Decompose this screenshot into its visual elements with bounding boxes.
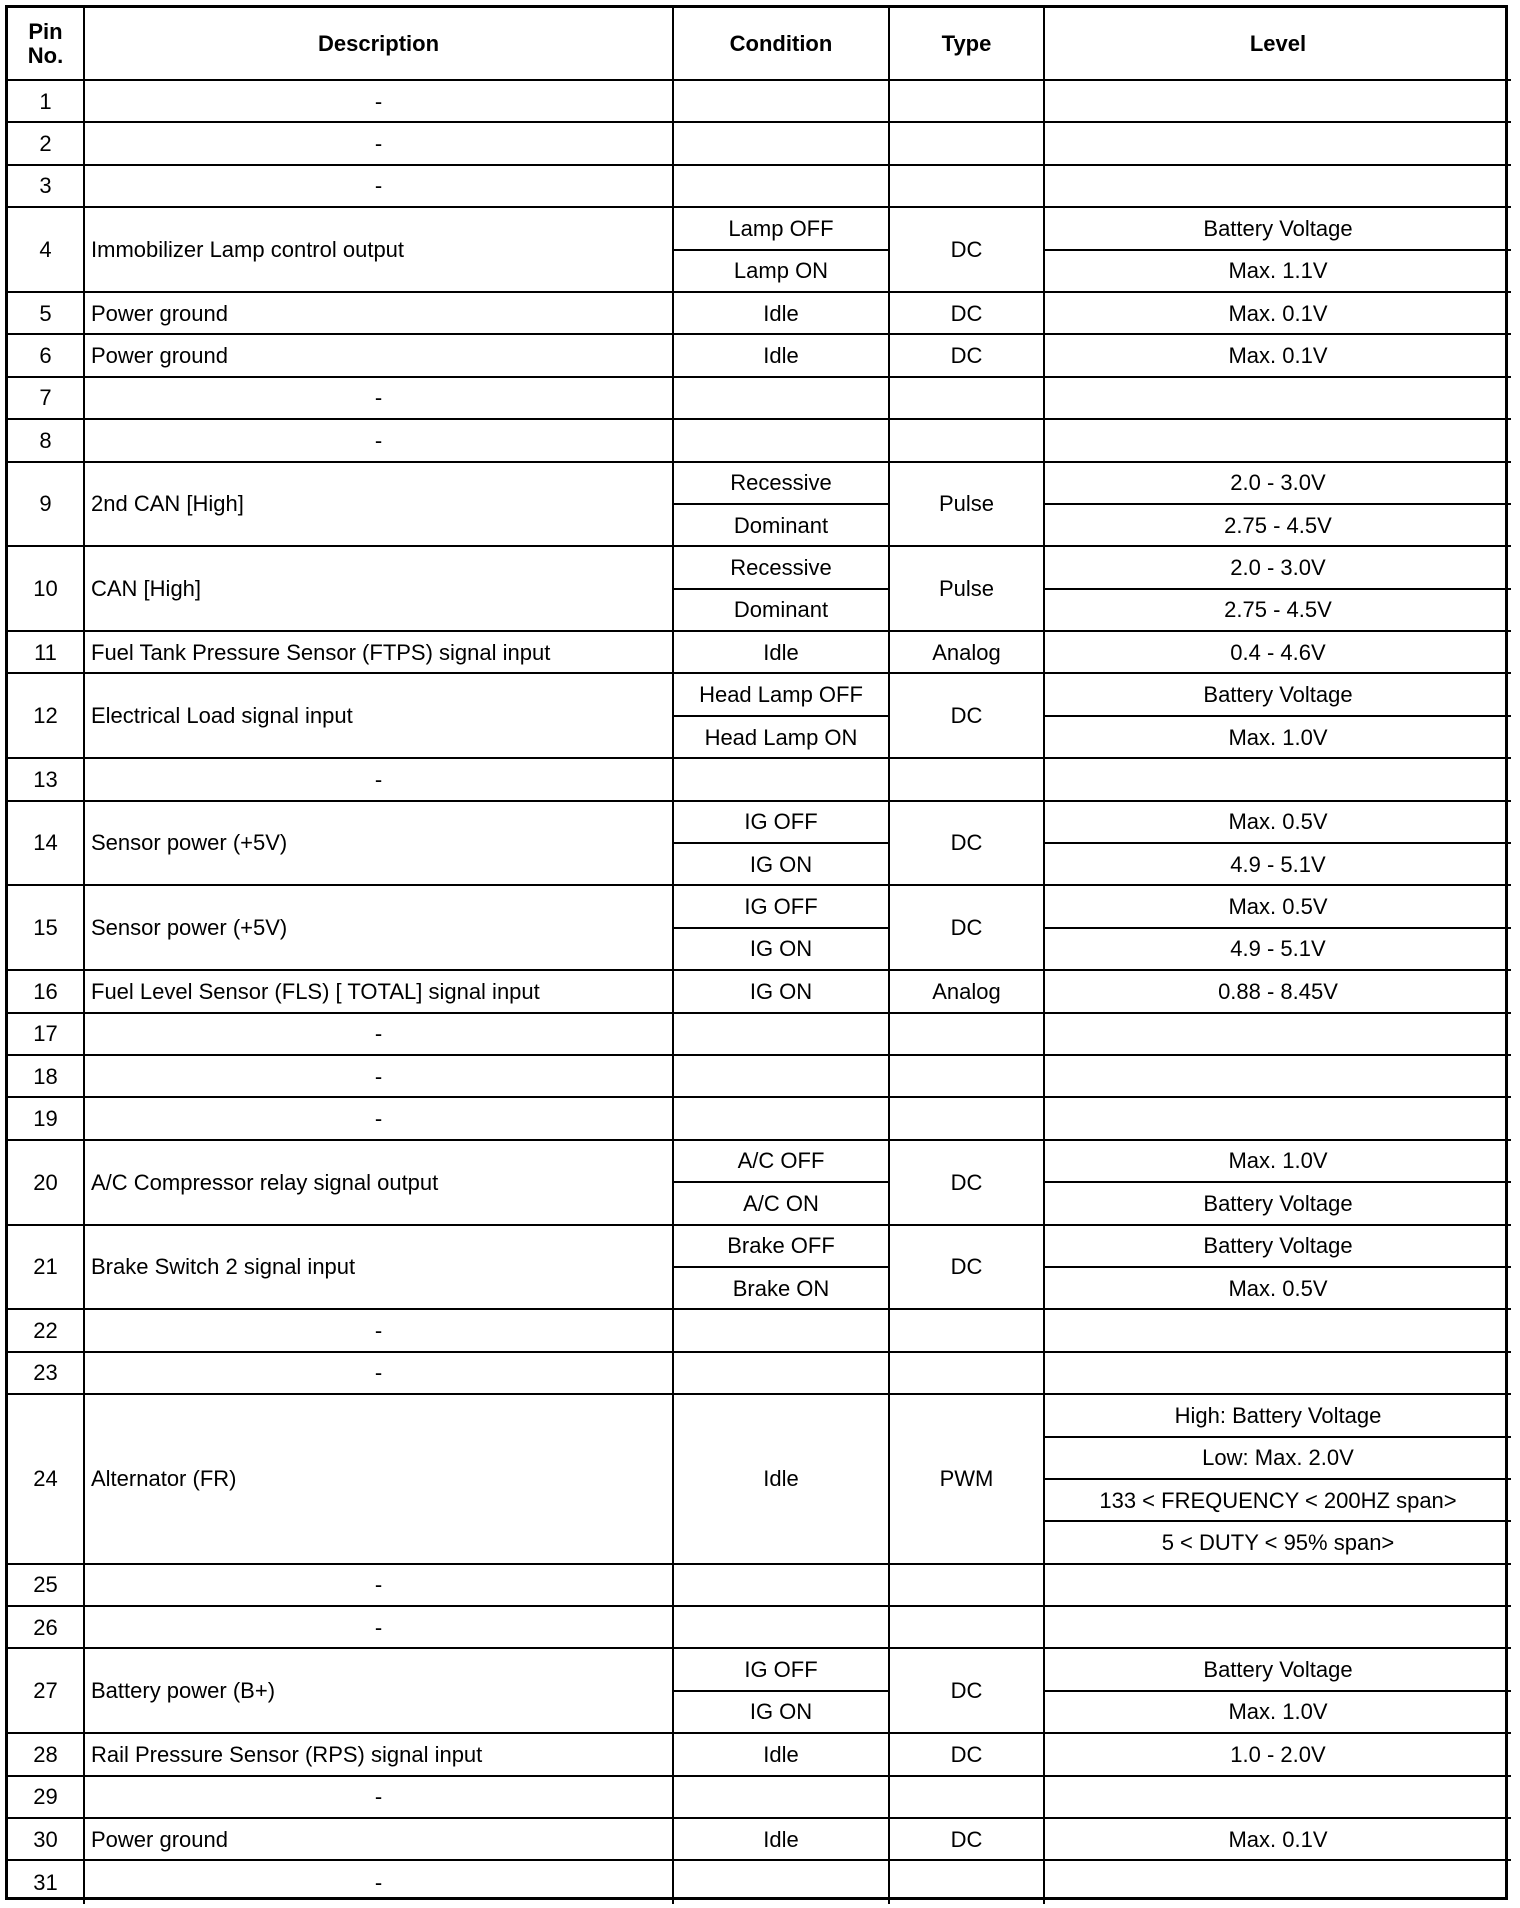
- condition-cell: IG ON: [674, 1692, 890, 1734]
- condition-cell: [674, 123, 890, 165]
- description-cell: Fuel Tank Pressure Sensor (FTPS) signal input: [85, 632, 674, 674]
- pin-number-cell: 14: [8, 802, 85, 887]
- condition-cell: [674, 378, 890, 420]
- condition-cell: Dominant: [674, 505, 890, 547]
- description-cell: -: [85, 420, 674, 462]
- level-cell: [1045, 1565, 1511, 1607]
- description-cell: -: [85, 1607, 674, 1649]
- pin-number-cell: 15: [8, 886, 85, 971]
- level-cell: [1045, 1310, 1511, 1352]
- type-cell: [890, 378, 1045, 420]
- level-cell: Max. 0.5V: [1045, 1268, 1511, 1310]
- header-type: Type: [890, 8, 1045, 81]
- condition-cell: Lamp ON: [674, 251, 890, 293]
- level-cell: Max. 1.0V: [1045, 1692, 1511, 1734]
- description-cell: CAN [High]: [85, 547, 674, 632]
- condition-cell: [674, 1056, 890, 1098]
- level-cell: [1045, 759, 1511, 801]
- condition-cell: [674, 759, 890, 801]
- condition-cell: A/C OFF: [674, 1141, 890, 1183]
- level-cell: 2.0 - 3.0V: [1045, 547, 1511, 589]
- level-cell: Max. 0.1V: [1045, 293, 1511, 335]
- type-cell: DC: [890, 802, 1045, 887]
- header-condition: Condition: [674, 8, 890, 81]
- pin-number-cell: 30: [8, 1819, 85, 1861]
- level-cell: Max. 0.5V: [1045, 886, 1511, 928]
- type-cell: [890, 81, 1045, 123]
- level-cell: [1045, 1098, 1511, 1140]
- level-cell: 2.75 - 4.5V: [1045, 505, 1511, 547]
- description-cell: -: [85, 1353, 674, 1395]
- condition-cell: IG ON: [674, 929, 890, 971]
- type-cell: DC: [890, 208, 1045, 293]
- condition-cell: IG ON: [674, 971, 890, 1013]
- pin-number-cell: 16: [8, 971, 85, 1013]
- condition-cell: Brake OFF: [674, 1226, 890, 1268]
- pin-number-cell: 13: [8, 759, 85, 801]
- condition-cell: [674, 1310, 890, 1352]
- level-cell: Max. 0.1V: [1045, 335, 1511, 377]
- level-cell: Battery Voltage: [1045, 1183, 1511, 1225]
- pin-number-cell: 23: [8, 1353, 85, 1395]
- description-cell: Electrical Load signal input: [85, 674, 674, 759]
- level-cell: [1045, 420, 1511, 462]
- pin-number-cell: 18: [8, 1056, 85, 1098]
- header-pin-no: [8, 8, 85, 81]
- pin-number-cell: 3: [8, 166, 85, 208]
- level-cell: High: Battery Voltage: [1045, 1395, 1511, 1437]
- pin-number-cell: 29: [8, 1777, 85, 1819]
- description-cell: -: [85, 759, 674, 801]
- description-cell: -: [85, 1098, 674, 1140]
- header-pin-line1: Pin: [28, 19, 63, 45]
- condition-cell: Brake ON: [674, 1268, 890, 1310]
- condition-cell: [674, 1861, 890, 1903]
- type-cell: PWM: [890, 1395, 1045, 1565]
- type-cell: Pulse: [890, 547, 1045, 632]
- description-cell: -: [85, 1861, 674, 1903]
- condition-cell: [674, 1098, 890, 1140]
- type-cell: [890, 1056, 1045, 1098]
- condition-cell: Recessive: [674, 463, 890, 505]
- level-cell: Max. 1.1V: [1045, 251, 1511, 293]
- condition-cell: A/C ON: [674, 1183, 890, 1225]
- header-description: Description: [85, 8, 674, 81]
- type-cell: [890, 1014, 1045, 1056]
- condition-cell: IG OFF: [674, 802, 890, 844]
- pin-number-cell: 27: [8, 1649, 85, 1734]
- condition-cell: [674, 1565, 890, 1607]
- type-cell: [890, 420, 1045, 462]
- condition-cell: Lamp OFF: [674, 208, 890, 250]
- condition-cell: IG ON: [674, 844, 890, 886]
- type-cell: [890, 1565, 1045, 1607]
- type-cell: [890, 1861, 1045, 1903]
- level-cell: [1045, 1056, 1511, 1098]
- description-cell: -: [85, 1014, 674, 1056]
- type-cell: DC: [890, 1226, 1045, 1311]
- pin-number-cell: 11: [8, 632, 85, 674]
- pin-number-cell: 28: [8, 1734, 85, 1776]
- level-cell: 4.9 - 5.1V: [1045, 929, 1511, 971]
- condition-cell: IG OFF: [674, 1649, 890, 1691]
- level-cell: [1045, 378, 1511, 420]
- level-cell: [1045, 166, 1511, 208]
- level-cell: 2.75 - 4.5V: [1045, 590, 1511, 632]
- condition-cell: Dominant: [674, 590, 890, 632]
- description-cell: -: [85, 166, 674, 208]
- type-cell: [890, 1353, 1045, 1395]
- pin-number-cell: 2: [8, 123, 85, 165]
- condition-cell: Idle: [674, 632, 890, 674]
- pin-number-cell: 5: [8, 293, 85, 335]
- condition-cell: [674, 420, 890, 462]
- type-cell: Analog: [890, 971, 1045, 1013]
- pin-table: [5, 5, 1508, 1900]
- condition-cell: Head Lamp ON: [674, 717, 890, 759]
- level-cell: 133 < FREQUENCY < 200HZ span>: [1045, 1480, 1511, 1522]
- level-cell: 1.0 - 2.0V: [1045, 1734, 1511, 1776]
- level-cell: 4.9 - 5.1V: [1045, 844, 1511, 886]
- description-cell: Immobilizer Lamp control output: [85, 208, 674, 293]
- condition-cell: [674, 1353, 890, 1395]
- description-cell: Rail Pressure Sensor (RPS) signal input: [85, 1734, 674, 1776]
- condition-cell: Idle: [674, 335, 890, 377]
- level-cell: Max. 0.1V: [1045, 1819, 1511, 1861]
- description-cell: A/C Compressor relay signal output: [85, 1141, 674, 1226]
- description-cell: Sensor power (+5V): [85, 802, 674, 887]
- type-cell: [890, 1098, 1045, 1140]
- level-cell: [1045, 1607, 1511, 1649]
- pin-number-cell: 9: [8, 463, 85, 548]
- pin-number-cell: 24: [8, 1395, 85, 1565]
- type-cell: DC: [890, 886, 1045, 971]
- type-cell: DC: [890, 1819, 1045, 1861]
- condition-cell: Recessive: [674, 547, 890, 589]
- pin-number-cell: 22: [8, 1310, 85, 1352]
- pin-number-cell: 21: [8, 1226, 85, 1311]
- type-cell: DC: [890, 1649, 1045, 1734]
- description-cell: -: [85, 1310, 674, 1352]
- condition-cell: [674, 81, 890, 123]
- type-cell: DC: [890, 335, 1045, 377]
- level-cell: 2.0 - 3.0V: [1045, 463, 1511, 505]
- level-cell: Low: Max. 2.0V: [1045, 1438, 1511, 1480]
- level-cell: 5 < DUTY < 95% span>: [1045, 1522, 1511, 1564]
- type-cell: [890, 123, 1045, 165]
- condition-cell: [674, 1777, 890, 1819]
- description-cell: -: [85, 378, 674, 420]
- pin-number-cell: 7: [8, 378, 85, 420]
- pin-number-cell: 20: [8, 1141, 85, 1226]
- level-cell: Battery Voltage: [1045, 674, 1511, 716]
- description-cell: 2nd CAN [High]: [85, 463, 674, 548]
- description-cell: -: [85, 123, 674, 165]
- level-cell: Battery Voltage: [1045, 1649, 1511, 1691]
- type-cell: Analog: [890, 632, 1045, 674]
- level-cell: 0.88 - 8.45V: [1045, 971, 1511, 1013]
- level-cell: [1045, 81, 1511, 123]
- pin-number-cell: 26: [8, 1607, 85, 1649]
- type-cell: [890, 759, 1045, 801]
- pin-number-cell: 25: [8, 1565, 85, 1607]
- condition-cell: [674, 1607, 890, 1649]
- condition-cell: Idle: [674, 1819, 890, 1861]
- type-cell: DC: [890, 1734, 1045, 1776]
- description-cell: Sensor power (+5V): [85, 886, 674, 971]
- description-cell: Power ground: [85, 335, 674, 377]
- condition-cell: Head Lamp OFF: [674, 674, 890, 716]
- level-cell: Battery Voltage: [1045, 1226, 1511, 1268]
- condition-cell: Idle: [674, 293, 890, 335]
- type-cell: [890, 1310, 1045, 1352]
- description-cell: Power ground: [85, 293, 674, 335]
- level-cell: Max. 1.0V: [1045, 717, 1511, 759]
- description-cell: -: [85, 1777, 674, 1819]
- description-cell: Battery power (B+): [85, 1649, 674, 1734]
- description-cell: Brake Switch 2 signal input: [85, 1226, 674, 1311]
- type-cell: DC: [890, 1141, 1045, 1226]
- level-cell: [1045, 123, 1511, 165]
- pin-number-cell: 10: [8, 547, 85, 632]
- pin-number-cell: 17: [8, 1014, 85, 1056]
- pin-number-cell: 19: [8, 1098, 85, 1140]
- level-cell: Max. 0.5V: [1045, 802, 1511, 844]
- level-cell: [1045, 1353, 1511, 1395]
- level-cell: Battery Voltage: [1045, 208, 1511, 250]
- type-cell: DC: [890, 674, 1045, 759]
- condition-cell: Idle: [674, 1395, 890, 1565]
- pin-number-cell: 8: [8, 420, 85, 462]
- type-cell: [890, 1607, 1045, 1649]
- description-cell: Fuel Level Sensor (FLS) [ TOTAL] signal input: [85, 971, 674, 1013]
- description-cell: -: [85, 81, 674, 123]
- pin-number-cell: 12: [8, 674, 85, 759]
- pin-number-cell: 6: [8, 335, 85, 377]
- pin-number-cell: 4: [8, 208, 85, 293]
- level-cell: [1045, 1777, 1511, 1819]
- level-cell: Max. 1.0V: [1045, 1141, 1511, 1183]
- level-cell: 0.4 - 4.6V: [1045, 632, 1511, 674]
- description-cell: Power ground: [85, 1819, 674, 1861]
- description-cell: -: [85, 1565, 674, 1607]
- condition-cell: [674, 166, 890, 208]
- description-cell: -: [85, 1056, 674, 1098]
- condition-cell: IG OFF: [674, 886, 890, 928]
- header-level: Level: [1045, 8, 1511, 81]
- level-cell: [1045, 1014, 1511, 1056]
- description-cell: Alternator (FR): [85, 1395, 674, 1565]
- type-cell: [890, 1777, 1045, 1819]
- pin-number-cell: 1: [8, 81, 85, 123]
- condition-cell: Idle: [674, 1734, 890, 1776]
- type-cell: Pulse: [890, 463, 1045, 548]
- type-cell: [890, 166, 1045, 208]
- type-cell: DC: [890, 293, 1045, 335]
- header-pin-line2: No.: [27, 42, 64, 68]
- condition-cell: [674, 1014, 890, 1056]
- level-cell: [1045, 1861, 1511, 1903]
- pin-number-cell: 31: [8, 1861, 85, 1903]
